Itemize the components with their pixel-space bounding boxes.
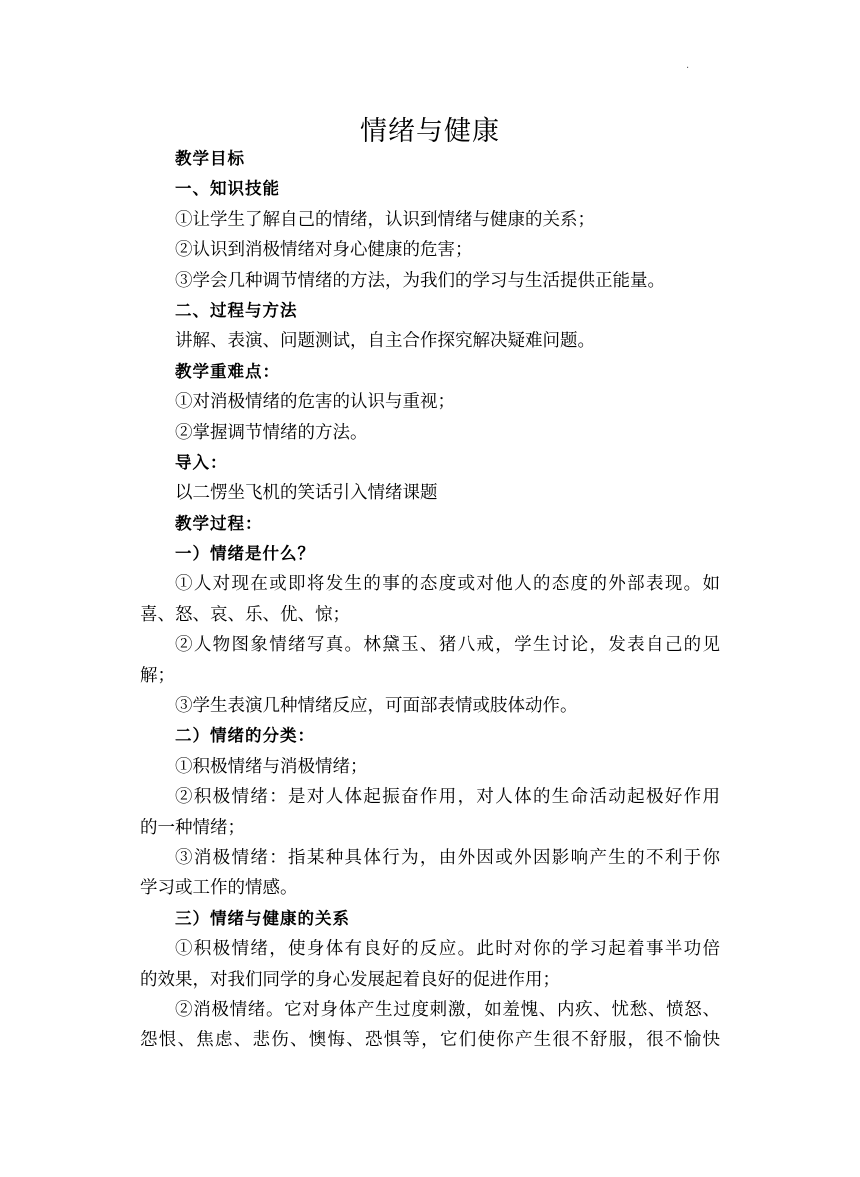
paragraph-line: ①人对现在或即将发生的事的态度或对他人的态度的外部表现。如 [175,574,720,595]
heading-introduction: 导入： [175,452,228,472]
heading-teaching-goals: 教学目标 [175,149,245,168]
header-mark: . [686,60,690,71]
paragraph-line: 学习或工作的情感。 [140,878,298,899]
subheading-process-method: 二、过程与方法 [175,300,298,320]
paragraph-line: 的效果，对我们同学的身心发展起着良好的促进作用； [140,969,560,990]
paragraph-line: ②认识到消极情绪对身心健康的危害； [175,240,473,261]
document-title: 情绪与健康 [360,116,500,147]
paragraph-line: ③学会几种调节情绪的方法，为我们的学习与生活提供正能量。 [175,270,665,291]
subheading-knowledge-skills: 一、知识技能 [175,179,280,199]
heading-teaching-process: 教学过程： [175,513,263,533]
paragraph-line: ③学生表演几种情绪反应，可面部表情或肢体动作。 [175,696,578,717]
subheading-what-is-emotion: 一）情绪是什么？ [175,544,315,564]
document-body [140,144,720,1056]
paragraph-line: 的一种情绪； [140,817,245,838]
paragraph-line: 喜、怒、哀、乐、优、惊； [140,604,350,625]
paragraph-line: 讲解、表演、问题测试，自主合作探究解决疑难问题。 [175,331,595,352]
paragraph-line: ①对消极情绪的危害的认识与重视； [175,392,455,413]
subheading-emotion-health: 三）情绪与健康的关系 [175,908,350,928]
paragraph-line: 解； [140,665,175,686]
paragraph-line: ②消极情绪。它对身体产生过度刺激，如羞愧、内疚、忧愁、愤怒、 [175,999,720,1020]
paragraph-line: 以二愣坐飞机的笑话引入情绪课题 [175,483,438,504]
paragraph-line: ③消极情绪：指某种具体行为，由外因或外因影响产生的不利于你 [175,847,720,868]
paragraph-line: ①积极情绪与消极情绪； [175,756,368,777]
paragraph-line: 怨恨、焦虑、悲伤、懊悔、恐惧等，它们使你产生很不舒服，很不愉快 [140,1030,720,1051]
subheading-emotion-types: 二）情绪的分类： [175,726,315,746]
paragraph-line: ①让学生了解自己的情绪，认识到情绪与健康的关系； [175,209,595,230]
paragraph-line: ②积极情绪：是对人体起振奋作用，对人体的生命活动起极好作用 [175,787,720,808]
paragraph-line: ②人物图象情绪写真。林黛玉、猪八戒，学生讨论，发表自己的见 [175,635,720,656]
paragraph-line: ②掌握调节情绪的方法。 [175,422,368,443]
heading-key-points: 教学重难点： [175,361,280,381]
paragraph-line: ①积极情绪，使身体有良好的反应。此时对你的学习起着事半功倍 [175,939,720,960]
